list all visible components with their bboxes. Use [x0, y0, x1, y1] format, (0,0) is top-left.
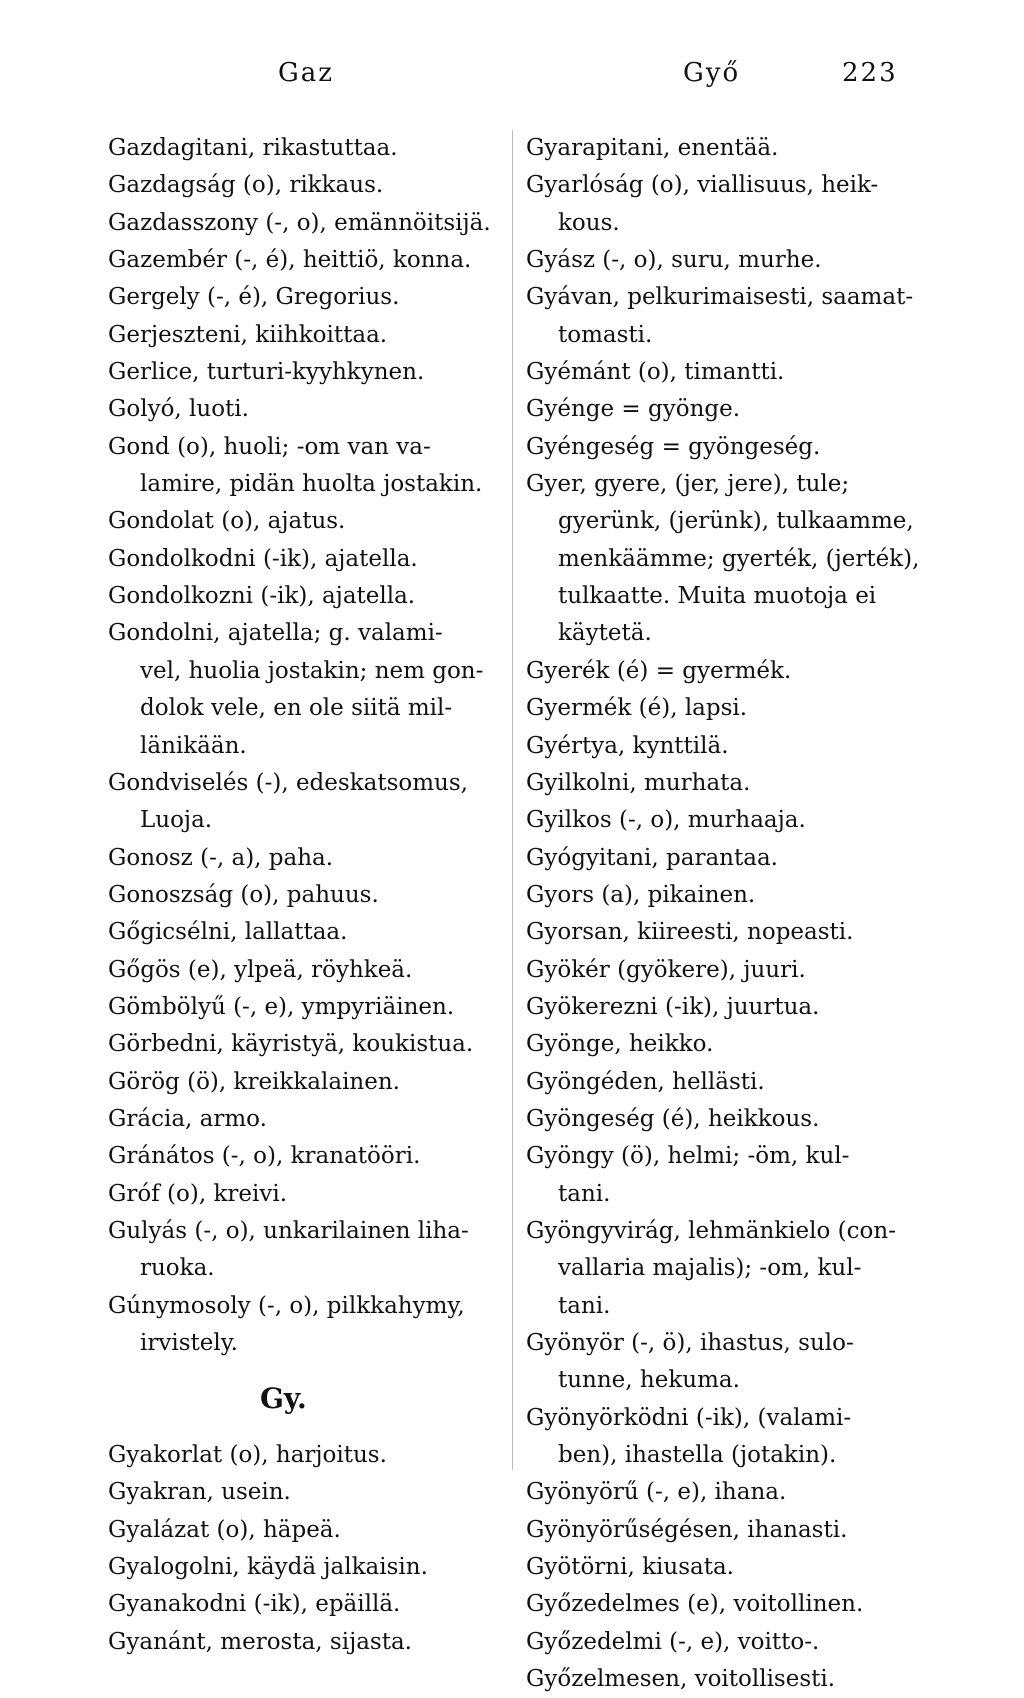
dictionary-entry: Gyakran, usein. — [108, 1479, 291, 1506]
left-column — [108, 130, 508, 1661]
dictionary-entry: Gyermék (é), lapsi. — [526, 695, 748, 722]
running-head-right: Győ — [683, 58, 741, 88]
dictionary-entry: Gyarapitani, enentää. — [526, 135, 779, 161]
dictionary-entry: Gyönyörűségésen, ihanasti. — [526, 1516, 848, 1543]
dictionary-entry: Gőgicsélni, lallattaa. — [108, 919, 348, 946]
dictionary-entry: Görbedni, käyristyä, koukistua. — [108, 1031, 474, 1058]
entry-continuation: ruoka. — [140, 1255, 215, 1282]
dictionary-entry: Gyötörni, kiusata. — [526, 1554, 734, 1581]
dictionary-entry: Gyógyitani, parantaa. — [526, 844, 778, 871]
dictionary-entry: Gerlice, turturi-kyyhkynen. — [108, 359, 425, 386]
dictionary-entry: Gyalogolni, käydä jalkaisin. — [108, 1554, 428, 1581]
dictionary-entry: Győzedelmi (-, e), voitto-. — [526, 1628, 820, 1655]
dictionary-entry: Gazdasszony (-, o), emännöitsijä. — [108, 209, 491, 236]
dictionary-entry: Gergely (-, é), Gregorius. — [108, 284, 400, 311]
dictionary-entry: Gróf (o), kreivi. — [108, 1180, 288, 1207]
dictionary-entry: Gondolkodni (-ik), ajatella. — [108, 545, 418, 572]
dictionary-entry: Gyilkolni, murhata. — [526, 769, 751, 796]
dictionary-entry: Gyönyörű (-, e), ihana. — [526, 1479, 787, 1506]
dictionary-entry: Gyarlóság (o), viallisuus, heik- — [526, 172, 879, 199]
entry-continuation: kous. — [558, 209, 620, 236]
entry-continuation: Luoja. — [140, 807, 213, 834]
entry-continuation: gyerünk, (jerünk), tulkaamme, — [558, 508, 914, 535]
entry-continuation: tulkaatte. Muita muotoja ei — [558, 583, 877, 610]
dictionary-entry: Gyöngyvirág, lehmänkielo (con- — [526, 1217, 896, 1244]
right-column — [526, 130, 926, 1698]
entry-continuation: tomasti. — [558, 321, 653, 348]
dictionary-entry: Gyénge = gyönge. — [526, 396, 741, 423]
dictionary-entry: Gyértya, kynttilä. — [526, 732, 729, 759]
entry-continuation: tunne, hekuma. — [558, 1367, 740, 1394]
dictionary-entry: Gyöngéden, hellästi. — [526, 1068, 765, 1095]
dictionary-entry: Győzelmesen, voitollisesti. — [526, 1666, 836, 1693]
dictionary-entry: Gazdagság (o), rikkaus. — [108, 172, 384, 199]
column-divider — [512, 130, 513, 1470]
entry-continuation: ben), ihastella (jotakin). — [558, 1442, 837, 1469]
dictionary-entry: Gyorsan, kiireesti, nopeasti. — [526, 919, 854, 946]
section-heading: Gy. — [260, 1382, 307, 1416]
dictionary-entry: Gondolat (o), ajatus. — [108, 508, 346, 535]
dictionary-entry: Grácia, armo. — [108, 1105, 267, 1132]
dictionary-entry: Gyerék (é) = gyermék. — [526, 657, 792, 684]
entry-continuation: dolok vele, en ole siitä mil- — [140, 695, 453, 722]
entry-continuation: menkäämme; gyerték, (jerték), — [558, 545, 920, 572]
dictionary-entry: Gondolni, ajatella; g. valami- — [108, 620, 443, 647]
entry-continuation: länikään. — [140, 732, 247, 759]
dictionary-entry: Gúnymosoly (-, o), pilkkahymy, — [108, 1292, 465, 1319]
dictionary-entry: Gyönyör (-, ö), ihastus, sulo- — [526, 1330, 854, 1356]
dictionary-entry: Gulyás (-, o), unkarilainen liha- — [108, 1217, 469, 1244]
dictionary-entry: Gondolkozni (-ik), ajatella. — [108, 583, 416, 610]
dictionary-entry: Gyanakodni (-ik), epäillä. — [108, 1591, 401, 1618]
dictionary-entry: Görög (ö), kreikkalainen. — [108, 1068, 400, 1095]
dictionary-entry: Gazdagitani, rikastuttaa. — [108, 135, 398, 161]
dictionary-entry: Gazembér (-, é), heittiö, konna. — [108, 247, 472, 274]
entry-continuation: vallaria majalis); -om, kul- — [558, 1255, 862, 1282]
dictionary-entry: Gyer, gyere, (jer, jere), tule; — [526, 471, 850, 498]
entry-continuation: tani. — [558, 1292, 611, 1319]
running-head — [0, 58, 1024, 94]
dictionary-entry: Gyakorlat (o), harjoitus. — [108, 1442, 387, 1469]
dictionary-entry: Gyökér (gyökere), juuri. — [526, 956, 806, 983]
dictionary-entry: Gyémánt (o), timantti. — [526, 359, 785, 386]
dictionary-entry: Gyönyörködni (-ik), (valami- — [526, 1404, 852, 1431]
dictionary-entry: Gyanánt, merosta, sijasta. — [108, 1628, 412, 1655]
dictionary-entry: Gond (o), huoli; -om van va- — [108, 433, 431, 460]
dictionary-entry: Gyökerezni (-ik), juurtua. — [526, 993, 820, 1020]
entry-continuation: käytetä. — [558, 620, 652, 647]
dictionary-entry: Gyilkos (-, o), murhaaja. — [526, 807, 806, 834]
dictionary-entry: Gyalázat (o), häpeä. — [108, 1516, 341, 1543]
entry-continuation: irvistely. — [140, 1330, 238, 1356]
dictionary-entry: Gyönge, heikko. — [526, 1031, 714, 1058]
dictionary-entry: Gonosz (-, a), paha. — [108, 844, 334, 871]
dictionary-entry: Gondviselés (-), edeskatsomus, — [108, 769, 468, 796]
dictionary-entry: Gőgös (e), ylpeä, röyhkeä. — [108, 956, 413, 983]
dictionary-entry: Gyöngeség (é), heikkous. — [526, 1105, 820, 1132]
dictionary-entry: Gyors (a), pikainen. — [526, 881, 756, 908]
dictionary-entry: Győzedelmes (e), voitollinen. — [526, 1591, 864, 1618]
entry-continuation: tani. — [558, 1180, 611, 1207]
entry-continuation: lamire, pidän huolta jostakin. — [140, 471, 483, 498]
running-head-left: Gaz — [278, 58, 334, 88]
dictionary-entry: Gyöngy (ö), helmi; -öm, kul- — [526, 1143, 850, 1170]
dictionary-entry: Golyó, luoti. — [108, 396, 249, 423]
page-number: 223 — [842, 58, 898, 88]
dictionary-entry: Gömbölyű (-, e), ympyriäinen. — [108, 993, 455, 1020]
dictionary-entry: Gyász (-, o), suru, murhe. — [526, 247, 822, 274]
dictionary-entry: Gerjeszteni, kiihkoittaa. — [108, 321, 388, 348]
dictionary-entry: Gránátos (-, o), kranatööri. — [108, 1143, 421, 1170]
entry-continuation: vel, huolia jostakin; nem gon- — [140, 657, 484, 684]
dictionary-entry: Gyávan, pelkurimaisesti, saamat- — [526, 284, 914, 311]
dictionary-entry: Gonoszság (o), pahuus. — [108, 881, 379, 908]
dictionary-entry: Gyéngeség = gyöngeség. — [526, 433, 821, 460]
